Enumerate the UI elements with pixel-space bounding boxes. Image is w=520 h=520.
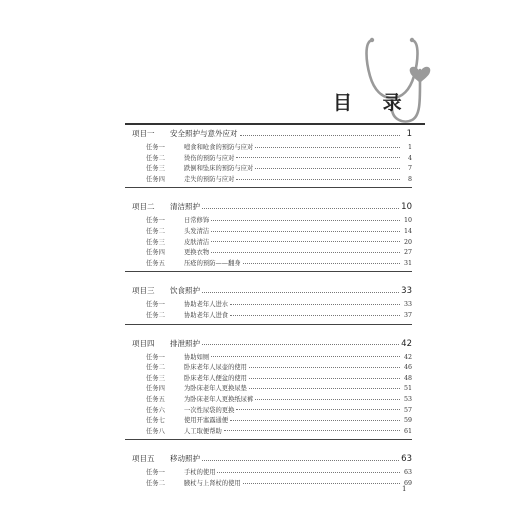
toc-section <box>132 338 412 441</box>
leader-dots <box>202 344 399 345</box>
leader-dots <box>202 460 399 461</box>
task-page: 7 <box>407 165 412 173</box>
leader-dots <box>202 208 399 209</box>
leader-dots <box>243 483 400 484</box>
title-divider <box>125 123 425 125</box>
task-item[interactable] <box>132 215 412 226</box>
section-divider <box>125 187 412 188</box>
task-label: 任务二 <box>146 479 165 487</box>
task-item[interactable] <box>132 163 412 174</box>
task-page: 31 <box>403 259 412 267</box>
task-page: 37 <box>403 311 412 319</box>
leader-dots <box>211 252 400 253</box>
task-title: 手杖的使用 <box>184 469 216 477</box>
leader-dots <box>249 378 400 379</box>
table-of-contents <box>132 128 412 488</box>
task-title: 卧床老年人尿壶的使用 <box>184 364 247 372</box>
leader-dots <box>230 420 400 421</box>
task-page: 57 <box>403 406 412 414</box>
task-page: 14 <box>403 227 412 235</box>
task-title: 跌倒和坠床的预防与应对 <box>184 165 254 173</box>
toc-section <box>132 201 412 272</box>
task-page: 46 <box>403 364 412 372</box>
task-title: 人工取便帮助 <box>184 427 222 435</box>
task-item[interactable] <box>132 226 412 237</box>
section-heading[interactable] <box>132 338 412 352</box>
task-item[interactable] <box>132 383 412 394</box>
task-title: 为卧床老年人更换纸尿裤 <box>184 395 254 403</box>
task-item[interactable] <box>132 299 412 310</box>
leader-dots <box>224 430 400 431</box>
task-item[interactable] <box>132 352 412 363</box>
leader-dots <box>230 315 400 316</box>
task-page: 51 <box>403 385 412 393</box>
task-label: 任务四 <box>146 249 165 257</box>
task-label: 任务五 <box>146 395 165 403</box>
section-heading[interactable] <box>132 453 412 467</box>
task-page: 61 <box>403 427 412 435</box>
task-item[interactable] <box>132 247 412 258</box>
section-page: 42 <box>401 338 412 349</box>
toc-section <box>132 128 412 188</box>
page-title: 目 录 <box>333 92 414 114</box>
task-page: 1 <box>407 144 412 151</box>
task-title: 卧床老年人便盆的使用 <box>184 374 247 382</box>
leader-dots <box>236 179 400 180</box>
task-page: 10 <box>403 217 412 225</box>
task-label: 任务二 <box>146 154 165 162</box>
task-title: 协助老年人进食 <box>184 311 229 319</box>
leader-dots <box>240 135 401 136</box>
task-page: 48 <box>403 374 412 382</box>
task-label: 任务一 <box>146 353 165 361</box>
task-title: 皮肤清洁 <box>184 238 210 246</box>
section-label: 项目四 <box>132 338 155 348</box>
task-title: 腋杖与上肾杖的使用 <box>184 479 241 487</box>
task-page: 4 <box>407 154 412 162</box>
task-label: 任务二 <box>146 364 165 372</box>
task-title: 协助如厕 <box>184 353 210 361</box>
leader-dots <box>211 356 400 357</box>
task-item[interactable] <box>132 426 412 437</box>
section-heading[interactable] <box>132 128 412 142</box>
task-title: 一次性尿袋的更换 <box>184 406 235 414</box>
section-title: 清洁照护 <box>170 202 200 212</box>
task-label: 任务三 <box>146 165 165 173</box>
section-page: 1 <box>406 129 412 139</box>
task-label: 任务七 <box>146 417 165 425</box>
section-page: 33 <box>401 286 412 297</box>
task-label: 任务四 <box>146 385 165 393</box>
section-label: 项目二 <box>132 202 155 212</box>
task-label: 任务一 <box>146 217 165 225</box>
task-title: 烫伤的预防与应对 <box>184 154 235 162</box>
section-heading[interactable] <box>132 285 412 299</box>
task-item[interactable] <box>132 405 412 416</box>
section-label: 项目五 <box>132 454 155 464</box>
task-item[interactable] <box>132 174 412 185</box>
task-item[interactable] <box>132 415 412 426</box>
task-label: 任务一 <box>146 469 165 477</box>
section-divider <box>125 439 412 440</box>
task-page: 20 <box>403 238 412 246</box>
leader-dots <box>255 399 400 400</box>
task-page: 53 <box>403 395 412 403</box>
leader-dots <box>236 409 400 410</box>
task-item[interactable] <box>132 394 412 405</box>
task-label: 任务二 <box>146 311 165 319</box>
task-title: 头发清洁 <box>184 227 210 235</box>
leader-dots <box>211 241 400 242</box>
task-page: 8 <box>407 175 412 183</box>
task-page: 27 <box>403 249 412 257</box>
task-title: 使用开塞露通便 <box>184 417 229 425</box>
task-label: 任务三 <box>146 238 165 246</box>
task-item[interactable] <box>132 478 412 489</box>
task-page: 33 <box>403 301 412 309</box>
task-page: 59 <box>403 417 412 425</box>
task-label: 任务一 <box>146 144 165 151</box>
task-page: 69 <box>403 479 412 487</box>
page-number: 1 <box>402 485 407 493</box>
task-item[interactable] <box>132 237 412 248</box>
section-label: 项目一 <box>132 129 155 138</box>
section-divider <box>125 271 412 272</box>
toc-section <box>132 285 412 324</box>
toc-section <box>132 453 412 488</box>
section-heading[interactable] <box>132 201 412 215</box>
task-title: 日常修饰 <box>184 217 210 225</box>
task-title: 噎食和呛食的预防与应对 <box>184 144 254 151</box>
leader-dots <box>202 292 399 293</box>
leader-dots <box>230 304 400 305</box>
task-item[interactable] <box>132 258 412 269</box>
leader-dots <box>255 168 400 169</box>
section-divider <box>125 324 412 325</box>
task-label: 任务四 <box>146 175 165 183</box>
task-title: 为卧床老年人更换尿垫 <box>184 385 247 393</box>
leader-dots <box>211 220 400 221</box>
section-label: 项目三 <box>132 286 155 296</box>
leader-dots <box>249 388 400 389</box>
task-label: 任务八 <box>146 427 165 435</box>
leader-dots <box>217 472 400 473</box>
task-item[interactable] <box>132 373 412 384</box>
leader-dots <box>249 367 400 368</box>
leader-dots <box>211 231 400 232</box>
section-page: 10 <box>401 202 412 213</box>
task-page: 42 <box>403 353 412 361</box>
section-title: 移动照护 <box>170 454 200 464</box>
leader-dots <box>243 263 400 264</box>
task-label: 任务三 <box>146 374 165 382</box>
task-title: 更换衣物 <box>184 249 210 257</box>
task-label: 任务六 <box>146 406 165 414</box>
section-page: 63 <box>401 454 412 465</box>
leader-dots <box>236 157 400 158</box>
task-item[interactable] <box>132 153 412 164</box>
task-label: 任务二 <box>146 227 165 235</box>
task-item[interactable] <box>132 142 412 153</box>
task-item[interactable] <box>132 310 412 321</box>
task-label: 任务五 <box>146 259 165 267</box>
task-title: 走失的预防与应对 <box>184 175 235 183</box>
task-item[interactable] <box>132 362 412 373</box>
task-label: 任务一 <box>146 301 165 309</box>
leader-dots <box>255 147 400 148</box>
task-title: 协助老年人进水 <box>184 301 229 309</box>
task-title: 压疮的预防——翻身 <box>184 259 241 267</box>
section-title: 饮食照护 <box>170 286 200 296</box>
task-page: 63 <box>403 469 412 477</box>
task-item[interactable] <box>132 467 412 478</box>
section-title: 排泄照护 <box>170 338 200 348</box>
section-title: 安全照护与意外应对 <box>170 129 238 138</box>
